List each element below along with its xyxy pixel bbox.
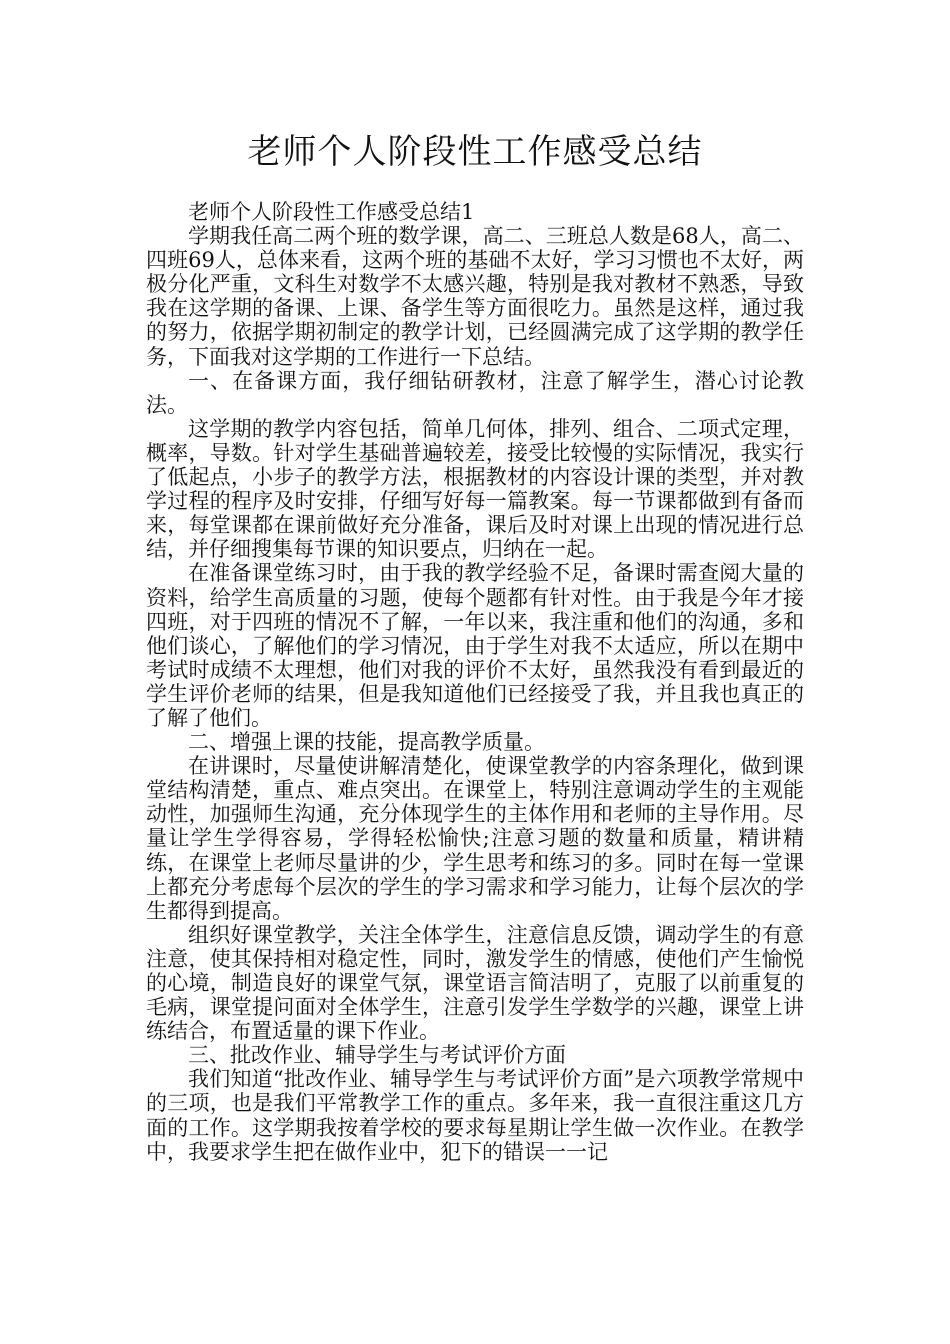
paragraph-lesson-content: 这学期的教学内容包括，简单几何体，排列、组合、二项式定理，概率，导数。针对学生基础普遍较差，接受比较慢的实际情况，我实行了低起点，小步子的教学方法，根据教材的内容设计课的类型，并对教学过程的程序及时安排，仔细写好每一篇教案。每一节课都做到有备而来，每堂课都在课前做好充分准备，课后及时对课上出现的情况进行总结，并仔细搜集每节课的知识要点，归纳在一起。 bbox=[146, 416, 804, 562]
section-heading-teaching-skills: 二、增强上课的技能，提高教学质量。 bbox=[188, 730, 545, 755]
section-heading-homework-assessment: 三、批改作业、辅导学生与考试评价方面 bbox=[188, 1043, 566, 1068]
paragraph-lecturing: 在讲课时，尽量使讲解清楚化，使课堂教学的内容条理化，做到课堂结构清楚，重点、难点突出。在课堂上，特别注意调动学生的主观能动性，加强师生沟通，充分体现学生的主体作用和老师的主导作用。尽量让学生学得容易，学得轻松愉快;注意习题的数量和质量，精讲精练，在课堂上老师尽量讲的少，学生思考和练习的多。同时在每一堂课上都充分考虑每个层次的学生的学习需求和学习能力，让每个层次的学生都得到提高。 bbox=[146, 754, 804, 923]
paragraph-class-exercises: 在准备课堂练习时，由于我的教学经验不足，备课时需查阅大量的资料，给学生高质量的习题，使每个题都有针对性。由于我是今年才接四班，对于四班的情况不了解，一年以来，我注重和他们的沟通，多和他们谈心，了解他们的学习情况，由于学生对我不太适应，所以在期中考试时成绩不太理想，他们对我的评价不太好，虽然我没有看到最近的学生评价老师的结果，但是我知道他们已经接受了我，并且我也真正的了解了他们。 bbox=[146, 561, 804, 730]
document-title: 老师个人阶段性工作感受总结 bbox=[247, 132, 703, 172]
paragraph-classroom-organization: 组织好课堂教学，关注全体学生，注意信息反馈，调动学生的有意注意，使其保持相对稳定性，同时，激发学生的情感，使他们产生愉悦的心境，制造良好的课堂气氛，课堂语言简洁明了，克服了以前重复的毛病，课堂提问面对全体学生，注意引发学生学数学的兴趣，课堂上讲练结合，布置适量的课下作业。 bbox=[146, 922, 804, 1044]
paragraph-intro: 学期我任高二两个班的数学课，高二、三班总人数是68人，高二、四班69人，总体来看，这两个班的基础不太好，学习习惯也不太好，两极分化严重，文科生对数学不太感兴趣，特别是我对教材不熟悉，导致我在这学期的备课、上课、备学生等方面很吃力。虽然是这样，通过我的努力，依据学期初制定的教学计划，已经圆满完成了这学期的教学任务，下面我对这学期的工作进行一下总结。 bbox=[146, 224, 804, 369]
document-body bbox=[146, 200, 804, 1164]
paragraph-homework: 我们知道“批改作业、辅导学生与考试评价方面”是六项教学常规中的三项，也是我们平常教学工作的重点。多年来，我一直很注重这几方面的工作。这学期我按着学校的要求每星期让学生做一次作业。在教学中，我要求学生把在做作业中，犯下的错误一一记 bbox=[146, 1067, 804, 1164]
section-heading-lesson-prep: 一、在备课方面，我仔细钻研教材，注意了解学生，潜心讨论教法。 bbox=[146, 368, 804, 417]
paragraph-subtitle: 老师个人阶段性工作感受总结1 bbox=[188, 200, 475, 224]
